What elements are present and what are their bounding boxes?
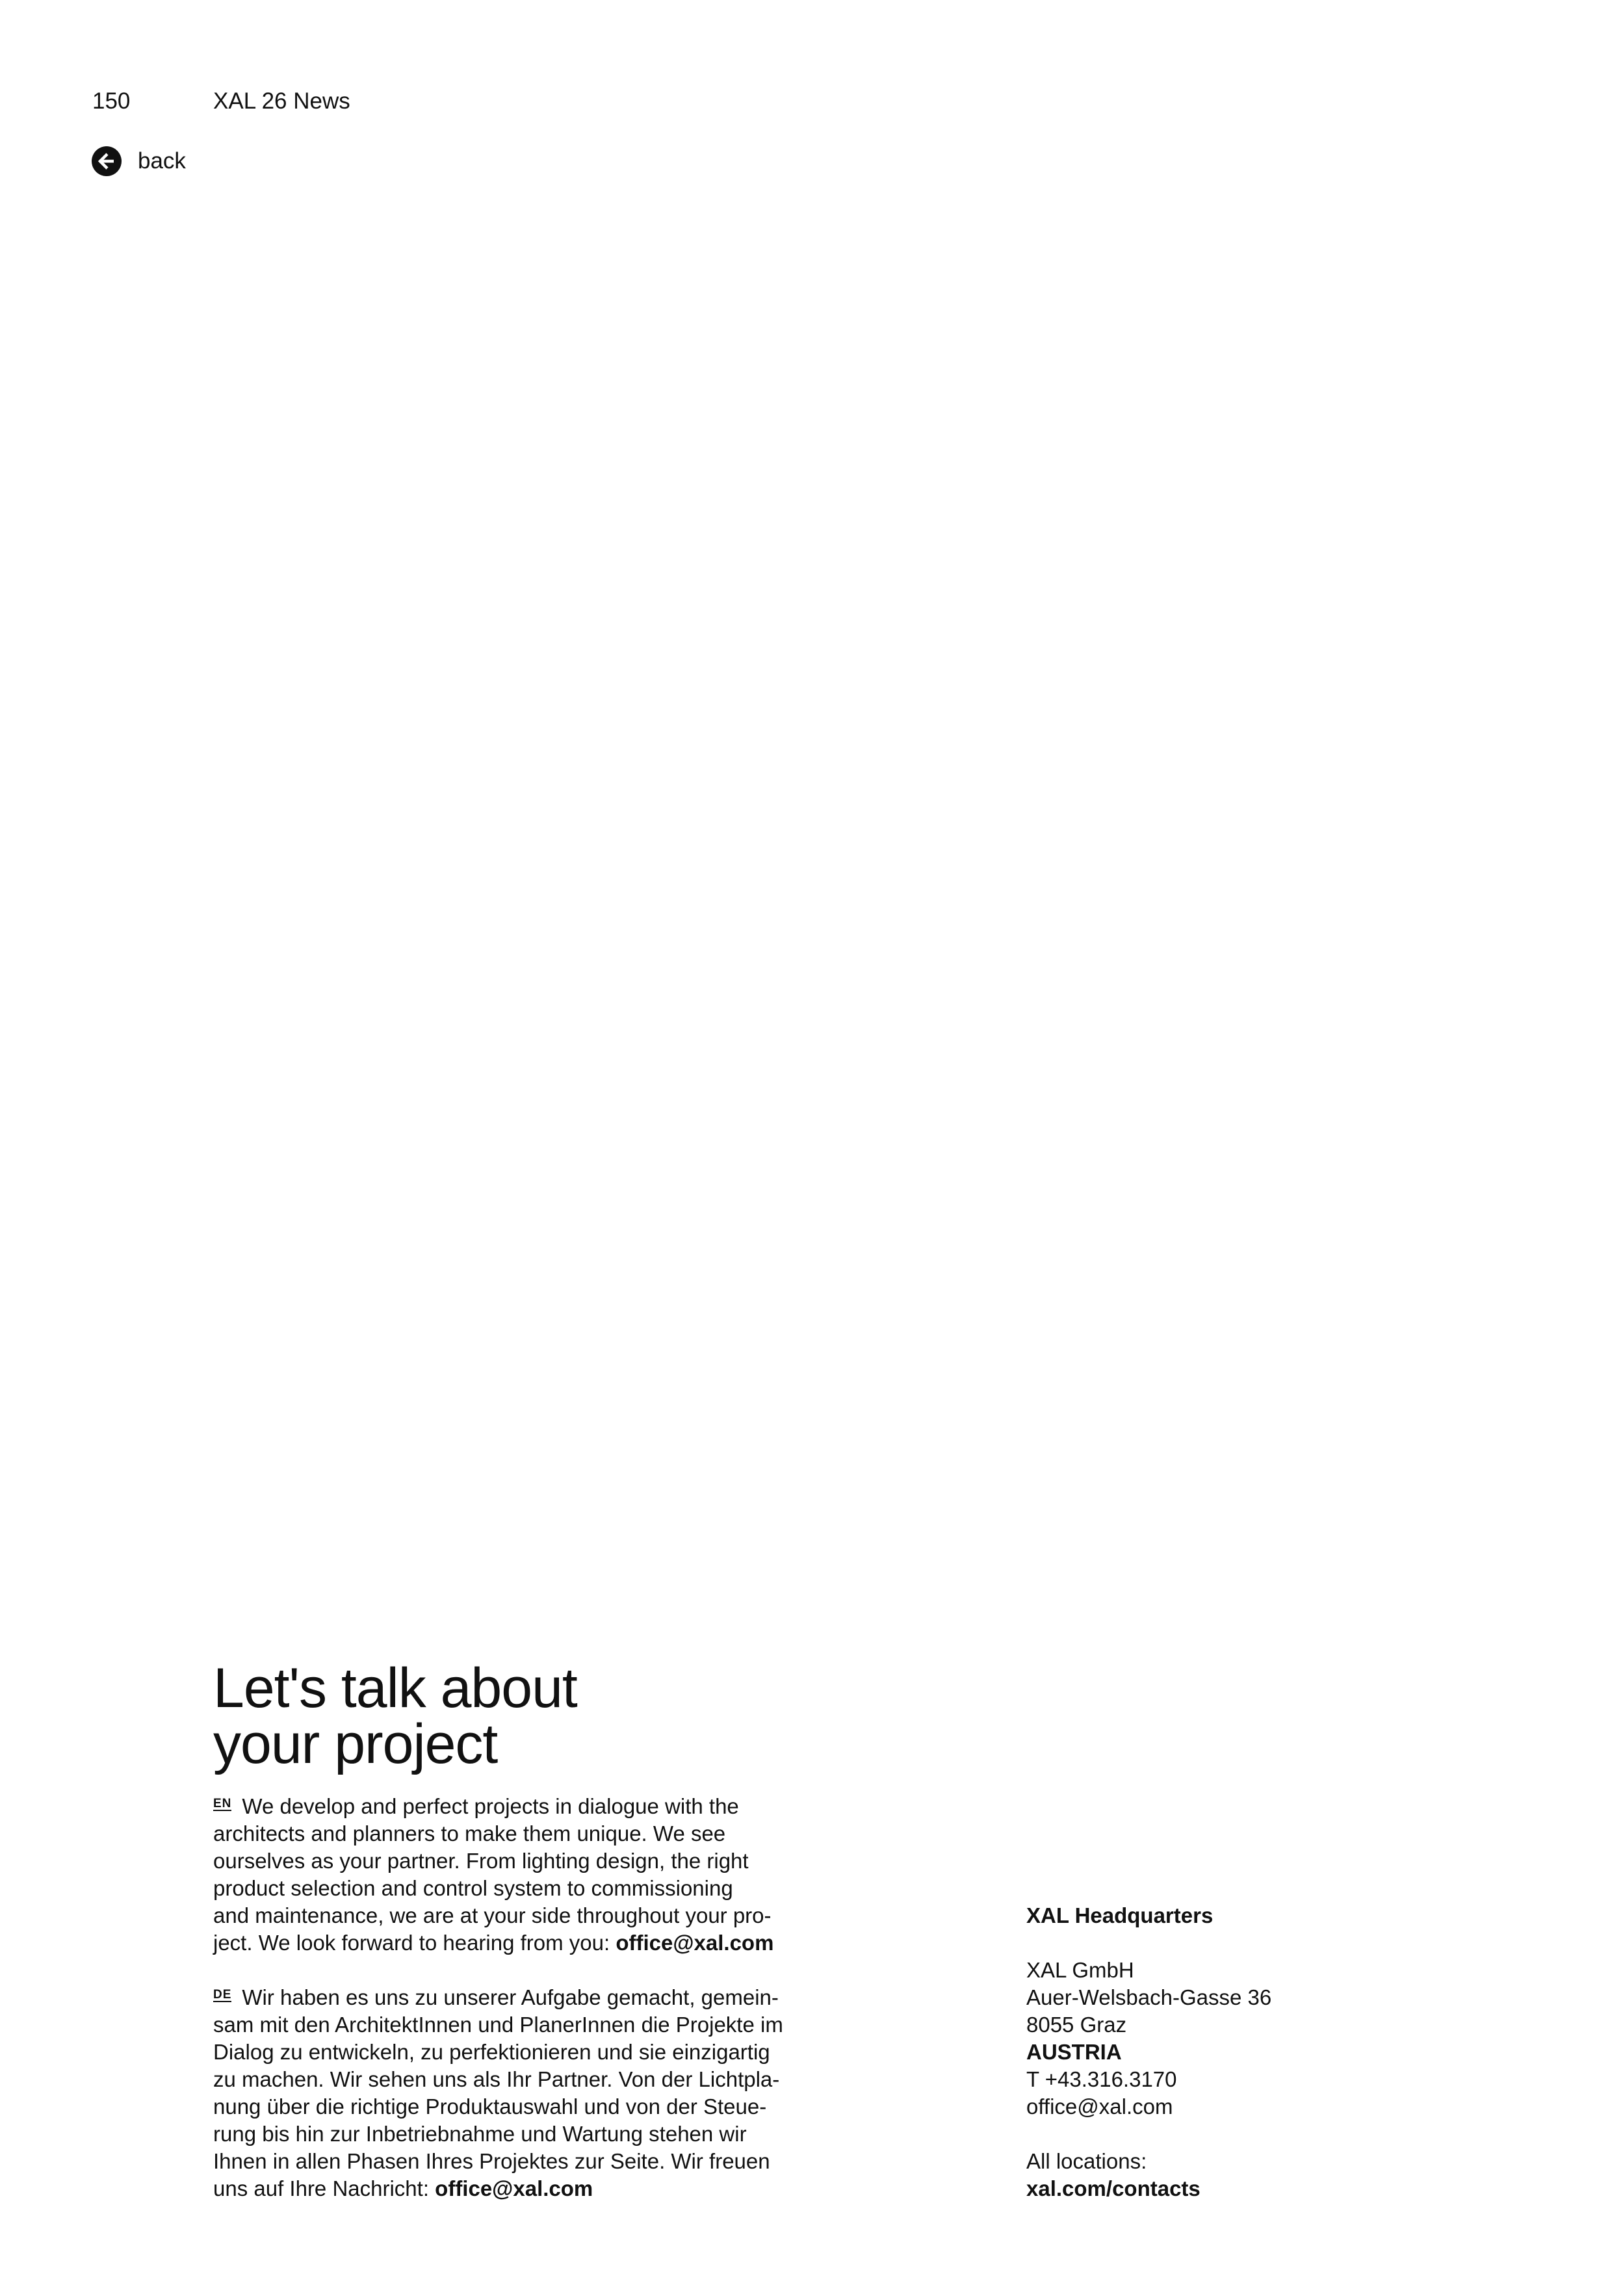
language-tag-de: DE xyxy=(213,1988,232,2002)
contact-company: XAL GmbH xyxy=(1026,1958,1134,1982)
headline-line-2: your project xyxy=(213,1713,498,1775)
intro-paragraph-en xyxy=(213,1793,798,1957)
intro-de-text: uns auf Ihre Nachricht: xyxy=(213,2176,435,2200)
contact-country: AUSTRIA xyxy=(1026,2040,1122,2064)
contact-street: Auer-Welsbach-Gasse 36 xyxy=(1026,1985,1272,2009)
email-link-en[interactable]: office@xal.com xyxy=(616,1931,774,1955)
intro-de-text: Wir haben es uns zu unserer Aufgabe gemacht, gemein- xyxy=(242,1985,779,2009)
intro-de-line: rung bis hin zur Inbetriebnahme und Wartung stehen wir xyxy=(213,2122,747,2146)
intro-de-line xyxy=(213,1984,798,2011)
intro-en-line: architects and planners to make them unique. We see xyxy=(213,1821,726,1846)
page-number: 150 xyxy=(92,88,131,114)
intro-de-line: sam mit den ArchitektInnen und PlanerInnen die Projekte im xyxy=(213,2013,783,2037)
spacer xyxy=(1026,1929,1481,1957)
contacts-link[interactable]: xal.com/contacts xyxy=(1026,2176,1201,2200)
contact-block xyxy=(1026,1902,1481,2202)
intro-en-line xyxy=(213,1929,798,1957)
intro-de-line: Dialog zu entwickeln, zu perfektionieren und sie einzigartig xyxy=(213,2040,770,2064)
arrow-left-circle-icon xyxy=(91,146,122,177)
intro-en-text: We develop and perfect projects in dialogue with the xyxy=(242,1794,739,1818)
back-label: back xyxy=(138,148,186,174)
intro-de-line: zu machen. Wir sehen uns als Ihr Partner. Von der Lichtpla- xyxy=(213,2067,780,2091)
locations-label: All locations: xyxy=(1026,2149,1147,2173)
intro-en-text: ject. We look forward to hearing from you: xyxy=(213,1931,616,1955)
spacer xyxy=(1026,2120,1481,2148)
headline-line-1: Let's talk about xyxy=(213,1657,577,1719)
intro-paragraph-de xyxy=(213,1984,798,2202)
email-link-de[interactable]: office@xal.com xyxy=(435,2176,593,2200)
intro-en-line xyxy=(213,1793,798,1820)
contact-phone[interactable]: T +43.316.3170 xyxy=(1026,2067,1177,2091)
intro-de-line: Ihnen in allen Phasen Ihres Projektes zur Seite. Wir freuen xyxy=(213,2149,770,2173)
contact-city: 8055 Graz xyxy=(1026,2013,1127,2037)
intro-de-line: nung über die richtige Produktauswahl und von der Steue- xyxy=(213,2094,767,2119)
intro-de-line xyxy=(213,2175,798,2202)
intro-en-line: ourselves as your partner. From lighting design, the right xyxy=(213,1849,749,1873)
language-tag-en: EN xyxy=(213,1797,232,1810)
page-headline xyxy=(213,1657,577,1775)
back-button[interactable] xyxy=(91,146,186,177)
contact-heading: XAL Headquarters xyxy=(1026,1903,1214,1927)
running-title: XAL 26 News xyxy=(213,88,350,114)
intro-en-line: product selection and control system to commissioning xyxy=(213,1876,733,1900)
intro-column xyxy=(213,1793,798,2230)
contact-email[interactable]: office@xal.com xyxy=(1026,2094,1173,2119)
intro-en-line: and maintenance, we are at your side throughout your pro- xyxy=(213,1903,772,1927)
